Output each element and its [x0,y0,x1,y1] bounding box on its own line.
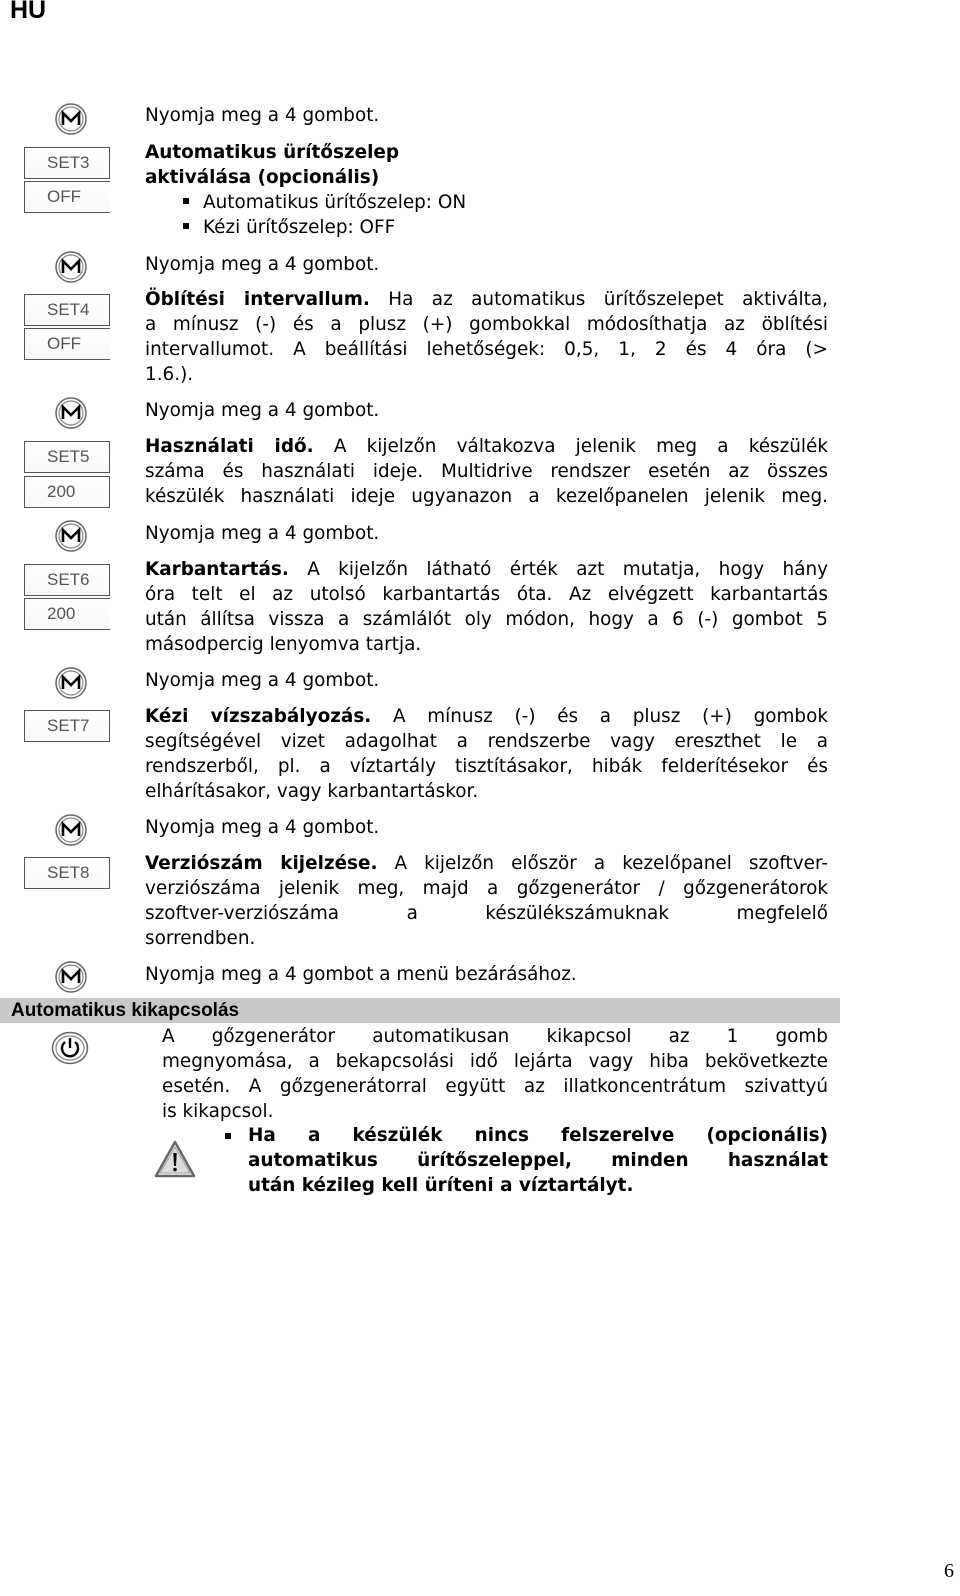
set5-line2: száma és használati ideje. Multidrive rendszer esetén az összes [145,461,828,482]
display-set4: SET4 [24,294,110,326]
m-button-icon [55,397,87,429]
instruction-press-4: Nyomja meg a 4 gombot. [145,523,380,544]
m-button-icon [55,520,87,552]
set4-line3: intervallumot. A beállítási lehetőségek: 0,5, 1, 2 és 4 óra (> [145,339,828,360]
display-value: 200 [24,476,110,508]
power-button-icon [51,1031,89,1065]
set3-title-line1: Automatikus ürítőszelep [145,142,400,163]
set4-line2: a mínusz (-) és a plusz (+) gombokkal módosíthatja az öblítési [145,314,828,335]
set5-line3: készülék használati ideje ugyanazon a kezelőpanelen jelenik meg. [145,486,828,507]
bullet-item: Kézi ürítőszelep: OFF [183,215,395,240]
display-set5: SET5 [24,441,110,473]
auto-off-line2: megnyomása, a bekapcsolási idő lejárta vagy hiba bekövetkezte [162,1051,828,1072]
instruction-press-4: Nyomja meg a 4 gombot. [145,400,380,421]
display-off: OFF [24,328,110,360]
set7-line2: segítségével vizet adagolhat a rendszerbe vagy ereszthet le a [145,731,828,752]
instruction-press-4: Nyomja meg a 4 gombot. [145,105,380,126]
warning-line2: automatikus ürítőszeleppel, minden használat [248,1150,828,1171]
auto-off-line3: esetén. A gőzgenerátorral együtt az illatkoncentrátum szivattyú [162,1076,828,1097]
set8-line2: verziószáma jelenik meg, majd a gőzgenerátor / gőzgenerátorok [145,878,828,899]
set4-line4: 1.6.). [145,364,194,385]
page-number: 6 [944,1560,954,1582]
set5-line1: Használati idő. A kijelzőn váltakozva jelenik meg a készülék [145,436,828,457]
warning-line1: Ha a készülék nincs felszerelve (opcionális) [248,1125,828,1146]
auto-off-line1: A gőzgenerátor automatikusan kikapcsol az 1 gomb [162,1026,828,1047]
set6-line3: után állítsa vissza a számlálót oly módon, hogy a 6 (-) gombot 5 [145,609,828,630]
display-set7: SET7 [24,710,110,742]
bullet-item: Automatikus ürítőszelep: ON [183,190,466,215]
warning-line3: után kézileg kell üríteni a víztartályt. [248,1175,634,1196]
set6-line4: másodpercig lenyomva tartja. [145,634,422,655]
set7-line4: elhárításakor, vagy karbantartáskor. [145,781,479,802]
display-set3: SET3 [24,147,110,179]
warning-bullet [225,1123,828,1198]
warning-triangle-icon [154,1140,196,1178]
display-off: OFF [24,181,110,213]
m-button-icon [55,667,87,699]
set8-line3: szoftver-verziószáma a készülékszámuknak megfelelő [145,903,828,924]
display-set6: SET6 [24,564,110,596]
instruction-press-4: Nyomja meg a 4 gombot. [145,254,380,275]
display-value: 200 [24,598,110,630]
display-set8: SET8 [24,857,110,889]
set8-line1: Verziószám kijelzése. A kijelzőn először a kezelőpanel szoftver- [145,853,828,874]
instruction-press-4: Nyomja meg a 4 gombot. [145,817,380,838]
set6-line2: óra telt el az utolsó karbantartás óta. Az elvégzett karbantartás [145,584,828,605]
m-button-icon [55,103,87,135]
set7-line3: rendszerből, pl. a víztartály tisztításakor, hibák felderítésekor és [145,756,828,777]
m-button-icon [55,814,87,846]
auto-off-line4: is kikapcsol. [162,1101,274,1122]
set8-line4: sorrendben. [145,928,256,949]
instruction-close-menu: Nyomja meg a 4 gombot a menü bezárásához. [145,964,577,985]
set7-line1: Kézi vízszabályozás. A mínusz (-) és a plusz (+) gombok [145,706,828,727]
m-button-icon [55,961,87,993]
set4-line1: Öblítési intervallum. Ha az automatikus ürítőszelepet aktiválta, [145,289,828,310]
set6-line1: Karbantartás. A kijelzőn látható érték azt mutatja, hogy hány [145,559,828,580]
section-heading-auto-off: Automatikus kikapcsolás [0,998,840,1023]
m-button-icon [55,251,87,283]
language-code: HU [10,0,47,24]
instruction-press-4: Nyomja meg a 4 gombot. [145,670,380,691]
set3-title-line2: aktiválása (opcionális) [145,167,380,188]
